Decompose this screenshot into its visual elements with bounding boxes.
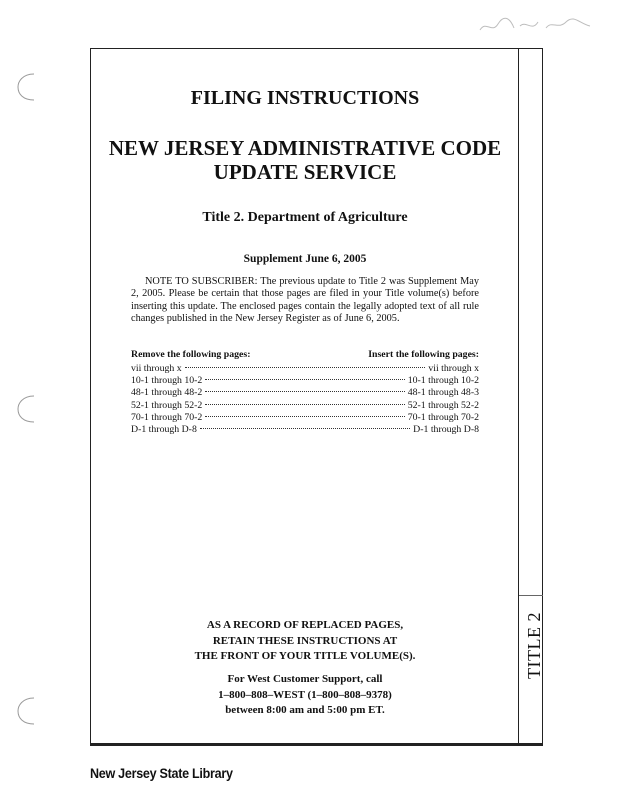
page-row [131, 387, 479, 399]
record-notice-line3: THE FRONT OF YOUR TITLE VOLUME(S). [194, 650, 416, 662]
page-row [131, 363, 479, 375]
page-title: FILING INSTRUCTIONS [190, 87, 420, 109]
remove-range: 10-1 through 10-2 [131, 375, 203, 387]
record-notice [90, 618, 520, 665]
page-row [131, 375, 479, 387]
insert-range: 70-1 through 70-2 [407, 411, 479, 423]
page-row [131, 424, 479, 436]
remove-range: 52-1 through 52-2 [131, 399, 203, 411]
punch-hole-icon [14, 70, 40, 104]
insert-range: vii through x [428, 363, 479, 374]
record-notice-line1: AS A RECORD OF REPLACED PAGES, [206, 619, 404, 631]
tab-label [522, 595, 546, 695]
dot-leader [200, 428, 410, 429]
remove-range: vii through x [131, 363, 182, 374]
customer-support [90, 672, 520, 719]
tab-label-text: TITLE 2 [523, 611, 544, 679]
punch-hole-icon [14, 694, 40, 728]
support-phone: 1–800–808–WEST (1–800–808–9378) [218, 688, 392, 701]
dot-leader [185, 367, 426, 368]
insert-range: D-1 through D-8 [413, 423, 479, 435]
department-title: Title 2. Department of Agriculture [202, 210, 408, 225]
remove-range: 48-1 through 48-2 [131, 387, 203, 399]
remove-range: 70-1 through 70-2 [131, 411, 203, 423]
page-row [131, 412, 479, 424]
handwritten-mark [476, 14, 596, 38]
pages-list [131, 363, 479, 436]
subscriber-note: NOTE TO SUBSCRIBER: The previous update to Title 2 was Supplement May 2, 2005. Please be certain that those pages are filed in your Title volume(s) before inserting this update. The enclosed pages contain the legally adopted text of all rule changes published in the New Jersey Register as of June 6, 2005. [131, 276, 479, 324]
dot-leader [205, 416, 404, 417]
remove-range: D-1 through D-8 [131, 423, 197, 435]
remove-pages-header: Remove the following pages: [131, 349, 251, 360]
code-title-line1: NEW JERSEY ADMINISTRATIVE CODE [108, 136, 502, 160]
pages-header [131, 349, 479, 360]
insert-range: 48-1 through 48-3 [407, 387, 479, 399]
insert-range: 52-1 through 52-2 [407, 399, 479, 411]
support-hours: between 8:00 am and 5:00 pm ET. [225, 704, 385, 716]
dot-leader [205, 379, 404, 380]
dot-leader [205, 391, 404, 392]
insert-range: 10-1 through 10-2 [407, 375, 479, 387]
punch-hole-icon [14, 392, 40, 426]
supplement-date: Supplement June 6, 2005 [243, 253, 367, 265]
dot-leader [205, 404, 404, 405]
page-row [131, 400, 479, 412]
insert-pages-header: Insert the following pages: [368, 349, 479, 360]
support-line1: For West Customer Support, call [227, 673, 383, 685]
record-notice-line2: RETAIN THESE INSTRUCTIONS AT [212, 634, 398, 647]
code-title [90, 136, 520, 184]
code-title-line2: UPDATE SERVICE [213, 160, 397, 184]
library-stamp: New Jersey State Library [90, 766, 233, 781]
